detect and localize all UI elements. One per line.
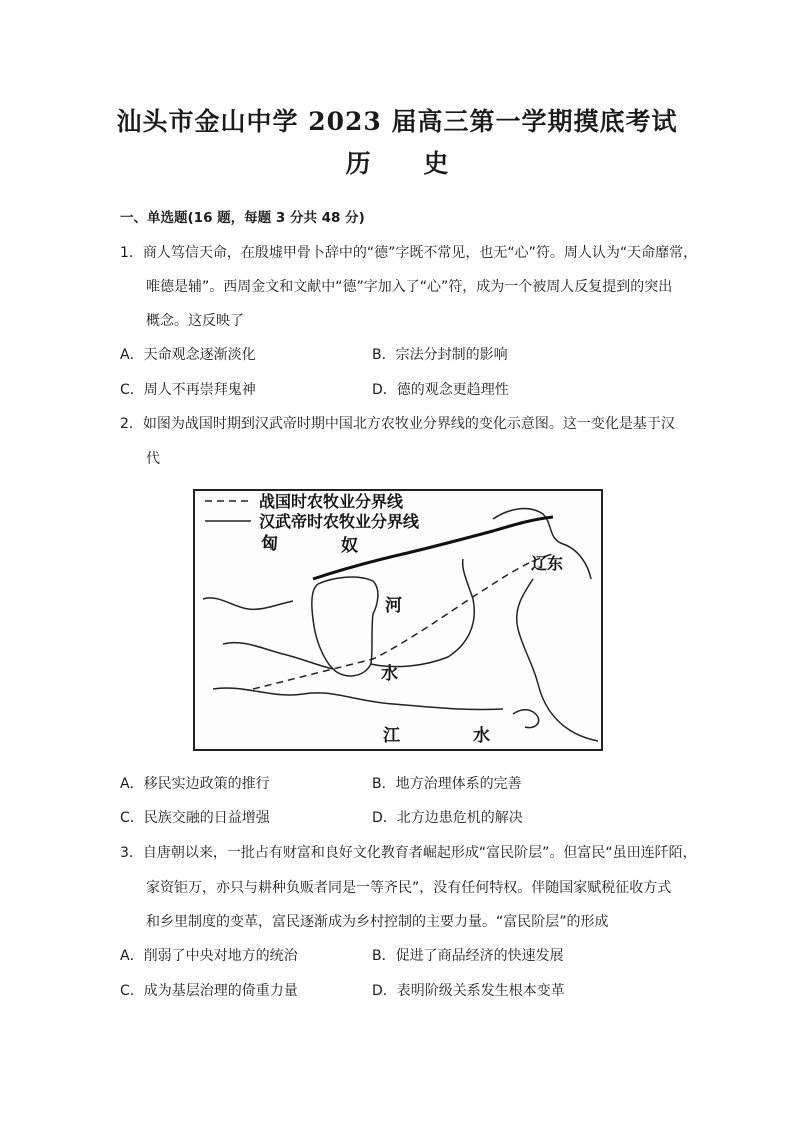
q2-option-a[interactable]: A．移民实边政策的推行: [120, 776, 270, 792]
q3-option-d[interactable]: D．表明阶级关系发生根本变革: [372, 983, 565, 999]
subject-title: 历 史: [345, 149, 471, 178]
exam-title: 汕头市金山中学 2023 届高三第一学期摸底考试: [116, 107, 678, 136]
q3-option-b[interactable]: B．促进了商品经济的快速发展: [372, 948, 564, 964]
q1-stem-line-1: 1．商人笃信天命，在殷墟甲骨卜辞中的“德”字既不常见，也无“心”符。周人认为“天命靡常，: [120, 245, 698, 261]
boundary-map: [193, 489, 603, 751]
q3-stem-line-1: 3．自唐朝以来，一批占有财富和良好文化教育者崛起形成“富民阶层”。但富民“虽田连阡陌，: [120, 845, 697, 861]
label-he: 河: [385, 596, 402, 616]
q2-stem-line-2: 代: [146, 451, 160, 467]
q1-option-c[interactable]: C．周人不再崇拜鬼神: [120, 382, 256, 398]
section-heading: 一、单选题(16 题，每题 3 分共 48 分): [120, 210, 365, 226]
legend-han-label: 汉武帝时农牧业分界线: [259, 512, 420, 531]
q1-option-d[interactable]: D．德的观念更趋理性: [372, 382, 509, 398]
label-nu: 奴: [341, 536, 358, 556]
q1-stem-line-3: 概念。这反映了: [146, 313, 244, 329]
q2-option-b[interactable]: B．地方治理体系的完善: [372, 776, 522, 792]
legend-warring-label: 战国时农牧业分界线: [259, 492, 404, 511]
q3-option-c[interactable]: C．成为基层治理的倚重力量: [120, 983, 298, 999]
q2-stem-line-1: 2．如图为战国时期到汉武帝时期中国北方农牧业分界线的变化示意图。这一变化是基于汉: [120, 416, 675, 432]
q3-stem-line-2: 家资钜万，亦只与耕种负贩者同是一等齐民”，没有任何特权。伴随国家赋税征收方式: [146, 880, 672, 896]
label-liaodong: 辽东: [531, 554, 564, 573]
q1-stem-line-2: 唯德是辅”。西周金文和文献中“德”字加入了“心”符，成为一个被周人反复提到的突出: [146, 279, 673, 295]
q1-option-b[interactable]: B．宗法分封制的影响: [372, 347, 508, 363]
label-shui-1: 水: [381, 664, 398, 684]
q2-option-c[interactable]: C．民族交融的日益增强: [120, 810, 270, 826]
q1-option-a[interactable]: A．天命观念逐渐淡化: [120, 347, 256, 363]
q3-option-a[interactable]: A．削弱了中央对地方的统治: [120, 948, 298, 964]
q2-option-d[interactable]: D．北方边患危机的解决: [372, 810, 523, 826]
label-jiang: 江: [383, 726, 400, 746]
q3-stem-line-3: 和乡里制度的变革，富民逐渐成为乡村控制的主要力量。“富民阶层”的形成: [146, 914, 609, 930]
label-shui-2: 水: [473, 726, 490, 746]
label-xiong: 匈: [261, 534, 278, 554]
